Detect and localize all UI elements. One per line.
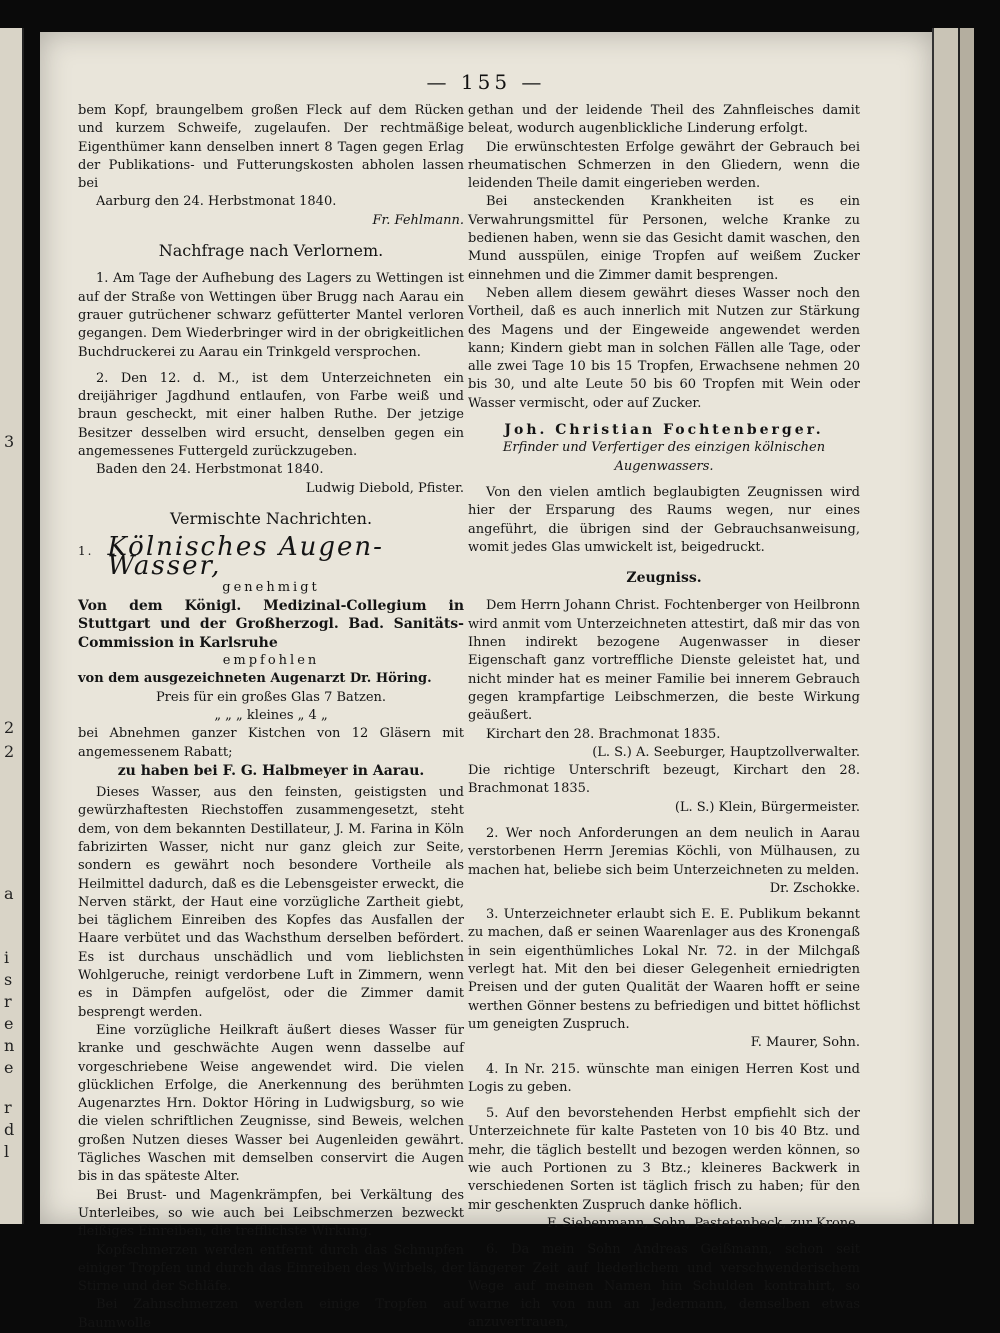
section-heading-lost: Nachfrage nach Verlornem.: [158, 241, 384, 261]
notice-4: 4. In Nr. 215. wünschte man einigen Herren Kost und Logis zu geben.: [468, 1061, 860, 1095]
ad-body-6: gethan und der leidende Theil des Zahnfleisches damit beleat, wodurch augenblickliche Linderung erfolgt.: [468, 103, 860, 137]
price-small: „ „ „ kleines „ 4 „: [214, 707, 328, 723]
lost-item-2-signature: Ludwig Diebold, Pfister.: [305, 480, 464, 496]
notice-2: 2. Wer noch Anforderungen an dem neulich in Aarau verstorbenen Herrn Jeremias Köchli, von Mülhausen, zu machen hat, beliebe sich beim Unterzeichneten zu melden.: [468, 825, 860, 878]
maker-name: Joh. Christian Fochtenberger.: [504, 422, 824, 439]
ad-approved: genehmigt: [222, 579, 320, 595]
page-edge-right-outer: [958, 28, 974, 1224]
ad-body-7: Die erwünschtesten Erfolge gewährt der Gebrauch bei rheumatischen Schmerzen in den Gliedern, wenn die leidenden Theile damit eingerieben werden.: [468, 139, 860, 192]
margin-fragment: d: [4, 1120, 15, 1139]
ad-body-9: Neben allem diesem gewährt dieses Wasser noch den Vortheil, daß es auch innerlich mit Nutzen zur Stärkung des Magens und der Eingeweide angewendet werden kann; Kindern giebt man in solchen Fällen alle Tage, oder alle zwei Tage 10 bis 15 Tropfen, Erwachsene nehmen 20 bis 30, und alte Leute 50 bis 60 Tropfen mit Wein oder Wasser vermischt, oder auf Zucker.: [468, 285, 860, 411]
ad-body-8: Bei ansteckenden Krankheiten ist es ein Verwahrungsmittel für Personen, welche Kranke zu bedienen haben, wenn sie das Gesicht damit waschen, den Mund ausspülen, einige Tropfen auf weißem Zucker einnehmen und die Zimmer damit besprengen.: [468, 194, 860, 283]
margin-fragment: l: [4, 1142, 10, 1161]
testimonial-intro: Von den vielen amtlich beglaubigten Zeugnissen wird hier der Ersparung des Raums wegen, nur eines angeführt, die übrigen sind der Gebrauchsanweisung, womit jedes Glas umwickelt ist, beigedruckt.: [468, 484, 860, 555]
lost-item-1: 1. Am Tage der Aufhebung des Lagers zu Wettingen ist auf der Straße von Wettingen über Brugg nach Aarau ein grauer gutrüchener schwarz gefütterter Mantel verloren gegangen. Dem Wiederbringer wird in der obrigkeitlichen Buchdruckerei zu Aarau ein Trinkgeld versprochen.: [78, 271, 464, 360]
ad-body-3: Bei Brust- und Magenkrämpfen, bei Verkältung des Unterleibes, so wie auch bei Leibschmerzen bezweckt fleißiges Einreiben, die trefflichste Wirkung.: [78, 1187, 464, 1240]
ad-seller: zu haben bei F. G. Halbmeyer in Aarau.: [117, 762, 425, 779]
ad-body-2: Eine vorzügliche Heilkraft äußert dieses Wasser für kranke und geschwächte Augen wenn dasselbe auf vorgeschriebene Weise angewendet wird. Die vielen glücklichen Erfolge, die Anerkennung des berühmten Augenarztes Hrn. Doktor Höring in Ludwigsburg, so wie die vielen schriftlichen Zeugnisse, sind Beweis, welchen großen Nutzen dieses Wasser bei Augenleiden gewährt. Tägliches Waschen mit demselben conservirt die Augen bis in das späteste Alter.: [78, 1022, 464, 1185]
margin-fragment: e: [4, 1014, 14, 1033]
margin-fragment: 3: [4, 432, 15, 451]
left-page-edge: [0, 28, 24, 1224]
testimonial-text: Dem Herrn Johann Christ. Fochtenberger von Heilbronn wird anmit vom Unterzeichneten attestirt, daß mir das von Ihnen indirekt bezogene Augenwasser in dieser Eigenschaft ganz vortreffliche Dienste geleistet hat, und nicht minder hat es meiner Familie bei innerem Gebrauch gegen krampfartige Leibschmerzen, die beste Wirkung geäußert.: [468, 598, 860, 724]
margin-fragment: a: [4, 884, 14, 903]
notice-2-signature: Dr. Zschokke.: [769, 880, 860, 896]
ad-recommended: empfohlen: [222, 653, 320, 669]
margin-fragment: e: [4, 1058, 14, 1077]
margin-fragment: 2: [4, 718, 15, 737]
ad-number: 1.: [78, 544, 94, 559]
found-notice-place-date: Aarburg den 24. Herbstmonat 1840.: [96, 194, 337, 210]
attestation-signature: (L. S.) Klein, Bürgermeister.: [674, 799, 860, 815]
ad-body-5: Bei Zahnschmerzen werden einige Tropfen auf Baumwolle: [78, 1297, 464, 1331]
maker-title: Erfinder und Verfertiger des einzigen kölnischen Augenwassers.: [502, 440, 826, 474]
margin-fragment: r: [4, 992, 12, 1011]
ad-approved-by: Von dem Königl. Medizinal-Collegium in Stuttgart und der Großherzogl. Bad. Sanitäts-Commission in Karlsruhe: [78, 598, 464, 651]
ad-recommended-by: von dem ausgezeichneten Augenarzt Dr. Höring.: [78, 671, 432, 687]
margin-fragment: s: [4, 970, 13, 989]
left-column: [78, 102, 464, 1333]
price-bulk: bei Abnehmen ganzer Kistchen von 12 Gläsern mit angemessenem Rabatt;: [78, 726, 464, 760]
testimonial-place-date: Kirchart den 28. Brachmonat 1835.: [486, 726, 721, 742]
ad-body-4: Kopfschmerzen werden entfernt durch das Schnupfen einiger Tropfen und durch das Einreiben des Wirbels, der Stirne und der Schläfe.: [78, 1242, 464, 1295]
lost-item-2: 2. Den 12. d. M., ist dem Unterzeichneten ein dreijähriger Jagdhund entlaufen, von Farbe weiß und braun gescheckt, mit einer halben Ruthe. Der jetzige Besitzer desselben wird ersucht, denselben gegen ein angemessenes Futtergeld zurückzugeben.: [78, 370, 464, 460]
testimonial-attestation: Die richtige Unterschrift bezeugt, Kirchart den 28. Brachmonat 1835.: [468, 763, 860, 797]
margin-fragment: 2: [4, 742, 15, 761]
testimonial-signature: (L. S.) A. Seeburger, Hauptzollverwalter.: [592, 744, 860, 760]
page-number: — 155 —: [426, 70, 546, 94]
right-column: [468, 102, 860, 1333]
newspaper-page: [40, 32, 932, 1331]
section-heading-misc: Vermischte Nachrichten.: [169, 508, 373, 528]
found-notice-text: bem Kopf, braungelbem großen Fleck auf dem Rücken und kurzem Schweife, zugelaufen. Der rechtmäßige Eigenthümer kann denselben innert 8 Tagen gegen Erlag der Publikations- und Futterungskosten abholen lassen bei: [78, 103, 464, 192]
lost-item-2-place-date: Baden den 24. Herbstmonat 1840.: [96, 462, 324, 478]
margin-fragment: r: [4, 1098, 12, 1117]
notice-5-signature: F. Siebenmann, Sohn, Pastetenbeck, zur Krone.: [547, 1215, 860, 1231]
page-edge-right: [932, 28, 960, 1224]
notice-5: 5. Auf den bevorstehenden Herbst empfiehlt sich der Unterzeichnete für kalte Pasteten von 10 bis 40 Btz. und mehr, die täglich bestellt und bezogen werden können, so wie auch Portionen zu 3 Btz.; kleineres Backwerk in verschiedenen Sorten ist täglich frisch zu haben; für den mir geschenkten Zuspruch danke höflich.: [468, 1106, 860, 1213]
ad-body-1: Dieses Wasser, aus den feinsten, geistigsten und gewürzhaftesten Riechstoffen zusammengesetzt, steht dem, von dem bekannten Destillateur, J. M. Farina in Köln fabrizirten Wasser, nicht nur ganz gleich zur Seite, sondern es gewährt noch besondere Vortheile als Heilmittel dadurch, daß es die Lebensgeister erweckt, die Nerven stärkt, der Haut eine vorzügliche Zartheit giebt, bei täglichem Einreiben des Kopfes das Ausfallen der Haare verbütet und das Wachsthum derselben befördert. Es ist durchaus unschädlich und vom lieblichsten Wohlgeruche, reinigt verdorbene Luft in Zimmern, wenn es in Dämpfen aufgelöst, oder die Zimmer damit besprengt werden.: [78, 785, 464, 1020]
notice-3-signature: F. Maurer, Sohn.: [750, 1035, 860, 1051]
price-large: Preis für ein großes Glas 7 Batzen.: [155, 689, 387, 705]
notice-6: 6. Da mein Sohn Andreas Geißmann, schon seit längerer Zeit auf liederlichem und verschwenderischem Wege auf meinen Namen hin Schulden kontrahirt, so warne ich von nun an Jedermann, demselben etwas anzuvertrauen,: [468, 1242, 860, 1331]
found-notice-signature: Fr. Fehlmann.: [372, 212, 464, 228]
ad-title: [78, 532, 464, 581]
margin-fragment: i: [4, 948, 10, 967]
ad-title-text: Kölnisches Augen-Wasser,: [107, 532, 384, 581]
margin-fragment: n: [4, 1036, 15, 1055]
notice-3: 3. Unterzeichneter erlaubt sich E. E. Publikum bekannt zu machen, daß er seinen Waarenlager aus des Kronengaß in sein eigenthümliches Lokal Nr. 72. in der Milchgaß verlegt hat. Mit den bei dieser Gelegenheit erniedrigten Preisen und der guten Qualität der Waaren hofft er seine werthen Gönner bestens zu befriedigen und bittet höflichst um geneigten Zuspruch.: [468, 907, 860, 1032]
testimonial-heading: Zeugniss.: [626, 570, 702, 587]
